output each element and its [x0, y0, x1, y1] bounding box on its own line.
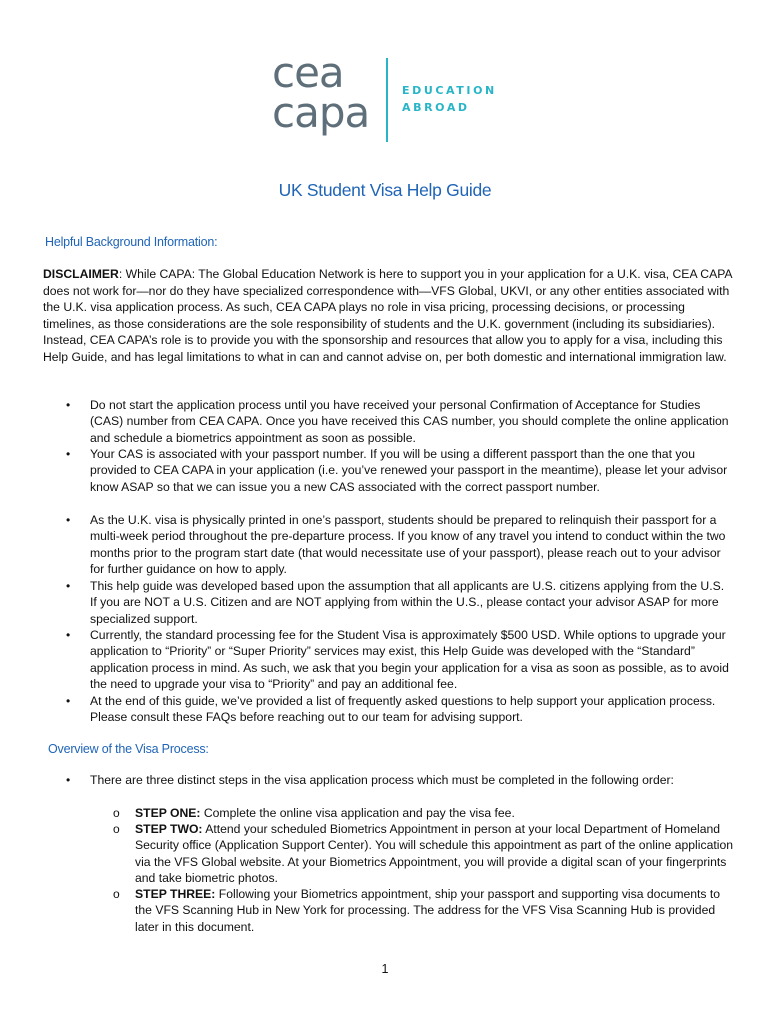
- step-text: Attend your scheduled Biometrics Appointment in person at your local Department of Homeland Security office (Application Support Center). You will schedule this appointment as part of the online application via the VFS Global website. At your Biometrics Appointment, you will provide a digital scan of your fingerprints and take biometric photos.: [135, 822, 733, 885]
- list-item: [66, 397, 730, 446]
- bullet-marker: •: [66, 513, 71, 527]
- step-label: STEP TWO:: [135, 822, 203, 836]
- list-item-text: Your CAS is associated with your passport number. If you will be using a different passport than the one that you provided to CEA CAPA in your application (i.e. you’ve renewed your passport in the meantime), please let your advisor know ASAP so that we can issue you a new CAS associated with the correct passport number.: [90, 447, 728, 494]
- logo-word-cea: cea: [272, 48, 344, 97]
- sub-bullet-marker: o: [113, 806, 120, 820]
- step-label: STEP ONE:: [135, 806, 201, 820]
- list-item: [66, 512, 730, 577]
- page-title: UK Student Visa Help Guide: [278, 180, 492, 200]
- list-item-text: As the U.K. visa is physically printed in one’s passport, students should be prepared to relinquish their passport for a multi-week period throughout the pre-departure process. If you know of any travel you intend to conduct within the two months prior to the program start date (that would necessitate use of your passport), please reach out to your advisor for further guidance on how to apply.: [90, 513, 726, 576]
- disclaimer-label: DISCLAIMER: [43, 267, 119, 281]
- disclaimer-paragraph: [43, 266, 733, 365]
- list-item: [66, 627, 730, 692]
- bullet-marker: •: [66, 694, 71, 708]
- logo-tagline-abroad: ABROAD: [402, 101, 470, 114]
- list-item-text: There are three distinct steps in the visa application process which must be completed in the following order:: [90, 773, 674, 787]
- step-text: Complete the online visa application and pay the visa fee.: [200, 806, 515, 820]
- list-item-text: Do not start the application process until you have received your personal Confirmation of Acceptance for Studies (CAS) number from CEA CAPA. Once you have received this CAS number, you should complete the online application and schedule a biometrics appointment as soon as possible.: [90, 398, 729, 445]
- bullet-marker: •: [66, 773, 71, 787]
- step-text: Following your Biometrics appointment, ship your passport and supporting visa documents to the VFS Scanning Hub in New York for processing. The address for the VFS Visa Scanning Hub is provided later in this document.: [135, 887, 721, 934]
- step-label: STEP THREE:: [135, 887, 216, 901]
- disclaimer-text: : While CAPA: The Global Education Network is here to support you in your application for a U.K. visa, CEA CAPA does not work for—nor do they have specialized correspondence with—VFS Global, UKVI, or any other entities associated with the U.K. visa application process. As such, CEA CAPA plays no role in visa pricing, processing decisions, or processing timelines, as those considerations are the sole responsibility of students and the U.K. government (including its subsidiaries). Instead, CEA CAPA’s role is to provide you with the sponsorship and resources that allow you to apply for a visa, including this Help Guide, and has legal limitations to what in can and cannot advise on, per both domestic and international immigration law.: [43, 267, 732, 364]
- cea-capa-logo: [272, 48, 532, 148]
- list-item-text: Currently, the standard processing fee for the Student Visa is approximately $500 USD. While options to upgrade your application to “Priority” or “Super Priority” services may exist, this Help Guide was developed with the “Standard” application process in mind. As such, we ask that you begin your application for a visa as soon as possible, as to avoid the need to upgrade your visa to “Priority” and pay an additional fee.: [90, 628, 729, 691]
- logo-tagline-education: EDUCATION: [402, 84, 497, 97]
- logo-divider: [386, 58, 388, 142]
- page-number: 1: [381, 962, 389, 976]
- overview-heading: Overview of the Visa Process:: [48, 742, 209, 756]
- sub-bullet-marker: o: [113, 887, 120, 901]
- bullet-marker: •: [66, 447, 71, 461]
- list-item: [66, 578, 730, 627]
- list-item-text: This help guide was developed based upon the assumption that all applicants are U.S. citizens applying from the U.S. If you are NOT a U.S. Citizen and are NOT applying from within the U.S., please contact your advisor ASAP for more specialized support.: [90, 579, 725, 626]
- bullet-marker: •: [66, 628, 71, 642]
- list-item-text: At the end of this guide, we’ve provided a list of frequently asked questions to help support your application process. Please consult these FAQs before reaching out to our team for advising support.: [90, 694, 716, 725]
- list-item: [66, 446, 730, 495]
- list-item: [66, 772, 730, 788]
- step-two: [113, 821, 735, 886]
- logo-word-capa: capa: [272, 88, 370, 137]
- bullet-marker: •: [66, 398, 71, 412]
- sub-bullet-marker: o: [113, 822, 120, 836]
- step-one: [113, 805, 735, 821]
- background-heading: Helpful Background Information:: [45, 235, 218, 249]
- bullet-marker: •: [66, 579, 71, 593]
- step-three: [113, 886, 735, 935]
- list-item: [66, 693, 730, 726]
